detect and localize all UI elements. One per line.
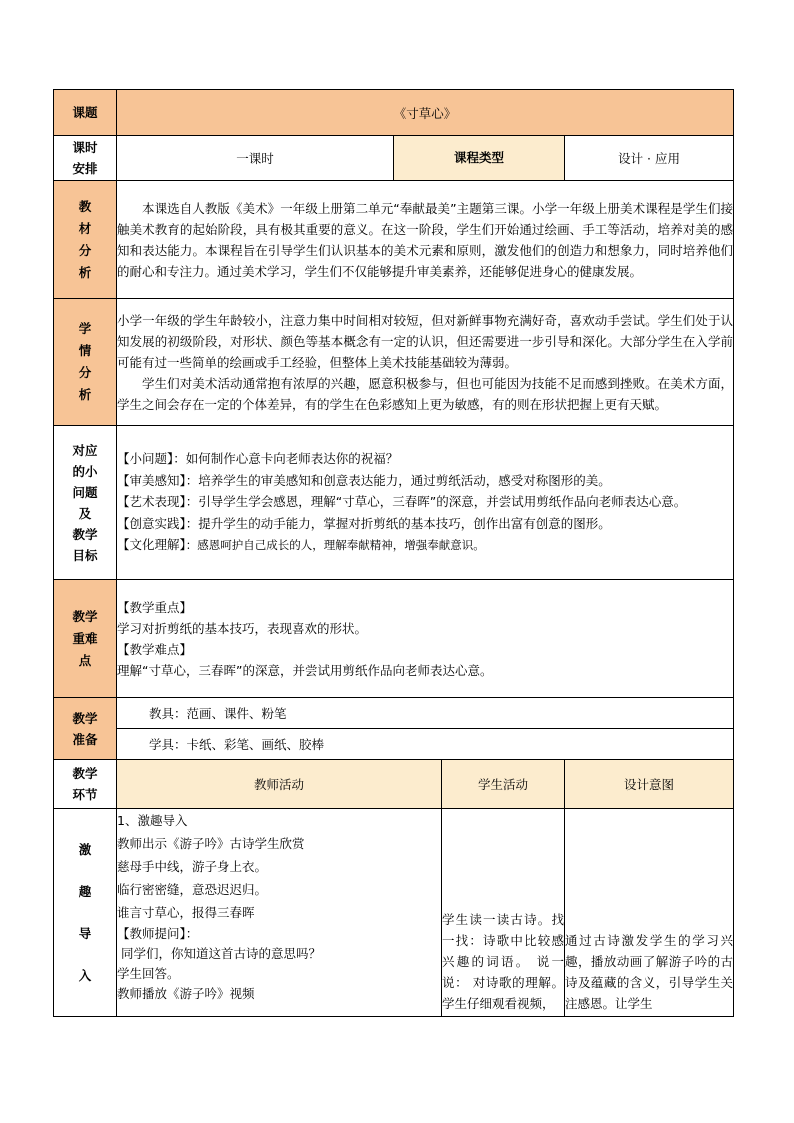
objectives-label: 对应 的小 问题 及 教学 目标	[54, 426, 117, 580]
preparation-label: 教学 准备	[54, 698, 117, 760]
objective-item: 【文化理解】：感恩呵护自己成长的人，理解奉献精神，增强奉献意识。	[117, 537, 485, 553]
key-points-text: 【教学重点】 学习对折剪纸的基本技巧，表现喜欢的形状。 【教学难点】 理解“寸草心，三春晖”的深意，并尝试用剪纸作品向老师表达心意。	[117, 580, 734, 698]
material-analysis-label: 教 材 分 析	[54, 181, 117, 299]
teacher-tools: 教具：范画、课件、粉笔	[117, 698, 734, 729]
lesson-title: 《寸草心》	[117, 90, 734, 136]
objective-item: 【审美感知】：培养学生的审美感知和创意表达能力，通过剪纸活动，感受对称图形的美。	[117, 472, 611, 488]
process-label: 教学 环节	[54, 760, 117, 809]
objective-item: 【创意实践】：提升学生的动手能力，掌握对折剪纸的基本技巧，创作出富有创意的图形。	[117, 515, 611, 531]
teacher-activity-header: 教师活动	[117, 760, 442, 809]
objective-item: 【艺术表现】：引导学生学会感恩，理解“寸草心，三春晖”的深意，并尝试用剪纸作品向老师表达心意。	[117, 494, 687, 510]
topic-label: 课题	[54, 90, 117, 136]
objective-item: 【小问题】：如何制作心意卡向老师表达你的祝福？	[117, 451, 399, 467]
design-intent-content: 通过古诗激发学生的学习兴趣，播放动画了解游子吟的古诗及蕴藏的含义，引导学生关注感恩。让学生	[565, 809, 734, 1017]
student-activity-header: 学生活动	[442, 760, 565, 809]
student-tools: 学具：卡纸、彩笔、画纸、胶棒	[117, 729, 734, 760]
course-type-value: 设计 · 应用	[565, 136, 734, 181]
teacher-activity-content: 1、激趣导入 教师出示《游子吟》古诗学生欣赏 慈母手中线，游子身上衣。 临行密密缝，意恐迟迟归。 谁言寸草心，报得三春晖 【教师提问】： 同学们，你知道这首古诗的意思吗？ 学生回答。 教师播放《游子吟》视频	[117, 809, 442, 1017]
key-points-label: 教学 重难 点	[54, 580, 117, 698]
design-intent-header: 设计意图	[565, 760, 734, 809]
student-activity-content: 学生读一读古诗。找一找：诗歌中比较感兴趣的词语。 说一说： 对诗歌的理解。学生仔细观看视频，	[442, 809, 565, 1017]
student-analysis-label: 学 情 分 析	[54, 299, 117, 426]
schedule-value: 一课时	[117, 136, 394, 181]
lesson-plan-table	[53, 89, 734, 1017]
course-type-label: 课程类型	[394, 136, 565, 181]
schedule-label: 课时 安排	[54, 136, 117, 181]
objectives-list	[117, 426, 734, 580]
stage-label: 激 趣 导 入	[54, 809, 117, 1017]
student-analysis-text: 小学一年级的学生年龄较小，注意力集中时间相对较短，但对新鲜事物充满好奇，喜欢动手尝试。学生们处于认知发展的初级阶段，对形状、颜色等基本概念有一定的认识，但还需要进一步引导和深化。大部分学生在入学前可能有过一些简单的绘画或手工经验，但整体上美术技能基础较为薄弱。 学生们对美术活动通常抱有浓厚的兴趣，愿意积极参与，但也可能因为技能不足而感到挫败。在美术方面，学生之间会存在一定的个体差异，有的学生在色彩感知上更为敏感，有的则在形状把握上更有天赋。	[117, 299, 734, 426]
material-analysis-text: 本课选自人教版《美术》一年级上册第二单元“奉献最美”主题第三课。小学一年级上册美术课程是学生们接触美术教育的起始阶段，具有极其重要的意义。在这一阶段，学生们开始通过绘画、手工等活动，培养对美的感知和表达能力。本课程旨在引导学生们认识基本的美术元素和原则，激发他们的创造力和想象力，同时培养他们的耐心和专注力。通过美术学习，学生们不仅能够提升审美素养，还能够促进身心的健康发展。	[117, 181, 734, 299]
